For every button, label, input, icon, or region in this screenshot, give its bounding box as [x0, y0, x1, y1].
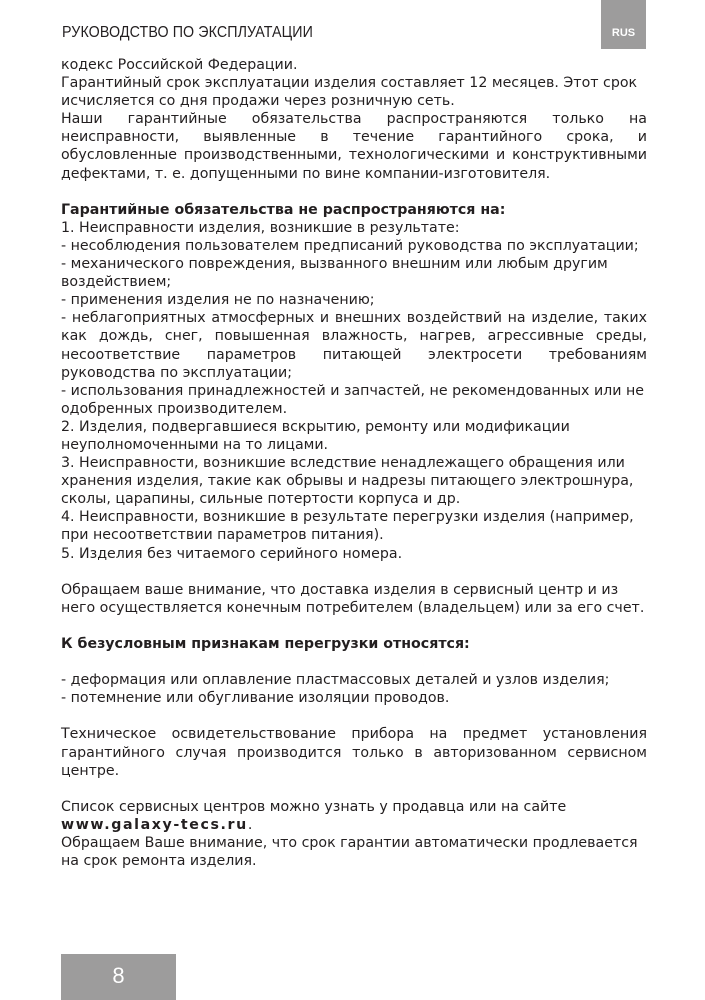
list-item: 3. Неисправности, возникшие вследствие ненадлежащего обращения или хранения изделия, такие как обрывы и надрезы питающего электрошнура, сколы, царапины, сильные потертости корпуса и др.: [61, 455, 634, 508]
list-item: 5. Изделия без читаемого серийного номера.: [61, 545, 403, 562]
website-dot: .: [247, 816, 253, 833]
list-item: - деформация или оплавление пластмассовых деталей и узлов изделия;: [61, 672, 610, 689]
page-number: 8: [61, 954, 176, 1000]
list-item: - неблагоприятных атмосферных и внешних воздействий на изделие, таких как дождь, снег, повышенная влажность, нагрев, агрессивные среды, несоответствие параметров питающей электросети требованиям руководства по эксплуатации;: [61, 310, 647, 381]
paragraph: Гарантийный срок эксплуатации изделия составляет 12 месяцев. Этот срок исчисляется со дня продажи через розничную сеть.: [61, 75, 638, 110]
list-item: - использования принадлежностей и запчастей, не рекомендованных или не одобренных производителем.: [61, 382, 644, 417]
list-item: - несоблюдения пользователем предписаний руководства по эксплуатации;: [61, 237, 639, 254]
document-body: [61, 56, 647, 870]
language-tab: RUS: [601, 0, 646, 49]
list-item: 1. Неисправности изделия, возникшие в результате:: [61, 219, 460, 236]
paragraph: кодекс Российской Федерации.: [61, 57, 298, 73]
overload-heading: К безусловным признакам перегрузки относятся:: [61, 636, 470, 652]
inspection-note: Техническое освидетельствование прибора на предмет установления гарантийного случая производится только в авторизованном сервисном центре.: [61, 726, 647, 779]
service-list-text: Список сервисных центров можно узнать у продавца или на сайте: [61, 798, 567, 815]
paragraph: Наши гарантийные обязательства распространяются только на неисправности, выявленные в течение гарантийного срока, и обусловленные производственными, технологическими и конструктивными дефектами, т. е. допущенными по вине компании-изготовителя.: [61, 111, 647, 182]
list-item: - механического повреждения, вызванного внешним или любым другим воздействием;: [61, 256, 608, 291]
exclusions-heading: Гарантийные обязательства не распространяются на:: [61, 201, 506, 218]
delivery-note: Обращаем ваше внимание, что доставка изделия в сервисный центр и из него осуществляется конечным потребителем (владельцем) или за его счет.: [61, 581, 645, 616]
website-line: [61, 816, 647, 834]
list-item: 4. Неисправности, возникшие в результате перегрузки изделия (например, при несоответствии параметров питания).: [61, 509, 634, 544]
list-item: - потемнение или обугливание изоляции проводов.: [61, 690, 450, 707]
website-link[interactable]: www.galaxy-tecs.ru: [61, 816, 248, 833]
list-item: - применения изделия не по назначению;: [61, 292, 375, 309]
list-item: 2. Изделия, подвергавшиеся вскрытию, ремонту или модификации неуполномоченными на то лицами.: [61, 418, 570, 453]
header-title: РУКОВОДСТВО ПО ЭКСПЛУАТАЦИИ: [62, 24, 313, 41]
extension-note: Обращаем Ваше внимание, что срок гарантии автоматически продлевается на срок ремонта изделия.: [61, 835, 638, 870]
